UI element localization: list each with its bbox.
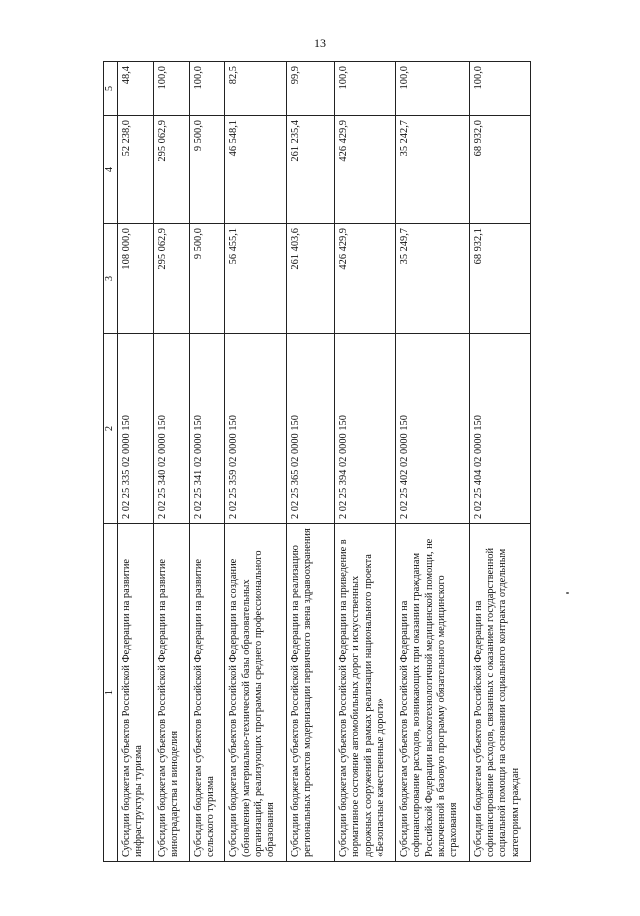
table-header-row (104, 62, 118, 862)
row-name: Субсидии бюджетам субъектов Российской Федерации на софинансирование расходов, связанных с оказанием государственной социальной помощи на основании социального контракта отдельным категориям граждан (469, 524, 530, 862)
page-number: 13 (314, 36, 326, 50)
row-col5: 100,0 (153, 62, 189, 116)
row-col3: 426 429,9 (334, 224, 395, 334)
row-col4: 261 235,4 (286, 116, 334, 224)
row-name: Субсидии бюджетам субъектов Российской Федерации на развитие сельского туризма (189, 524, 225, 862)
row-col3: 68 932,1 (469, 224, 530, 334)
row-name: Субсидии бюджетам субъектов Российской Федерации на софинансирование расходов, возникающих при оказании гражданам Российской Федерации высокотехнологичной медицинской помощи, не включенной в базовую программу обязательного медицинского страхования (396, 524, 470, 862)
table-row (396, 62, 470, 862)
row-code: 2 02 25 404 02 0000 150 (469, 334, 530, 524)
row-code: 2 02 25 341 02 0000 150 (189, 334, 225, 524)
header-cell: 5 (104, 62, 118, 116)
row-col5: 100,0 (469, 62, 530, 116)
row-name: Субсидии бюджетам субъектов Российской Федерации на развитие инфраструктуры туризма (117, 524, 153, 862)
row-code: 2 02 25 359 02 0000 150 (225, 334, 286, 524)
row-col5: 100,0 (396, 62, 470, 116)
row-col3: 108 000,0 (117, 224, 153, 334)
rotated-table-container (103, 62, 531, 862)
row-col4: 426 429,9 (334, 116, 395, 224)
row-col5: 48,4 (117, 62, 153, 116)
row-code: 2 02 25 402 02 0000 150 (396, 334, 470, 524)
scan-speck (566, 592, 569, 594)
row-col4: 9 500,0 (189, 116, 225, 224)
row-col5: 100,0 (189, 62, 225, 116)
row-code: 2 02 25 335 02 0000 150 (117, 334, 153, 524)
header-cell: 3 (104, 224, 118, 334)
row-code: 2 02 25 394 02 0000 150 (334, 334, 395, 524)
budget-table (103, 61, 531, 862)
row-name: Субсидии бюджетам субъектов Российской Федерации на реализацию региональных проектов модернизации первичного звена здравоохранения (286, 524, 334, 862)
row-code: 2 02 25 340 02 0000 150 (153, 334, 189, 524)
row-col3: 9 500,0 (189, 224, 225, 334)
table-row (153, 62, 189, 862)
row-col4: 68 932,0 (469, 116, 530, 224)
table-row (189, 62, 225, 862)
row-col3: 261 403,6 (286, 224, 334, 334)
header-cell: 1 (104, 524, 118, 862)
table-row (286, 62, 334, 862)
row-name: Субсидии бюджетам субъектов Российской Федерации на развитие виноградарства и виноделия (153, 524, 189, 862)
row-col5: 100,0 (334, 62, 395, 116)
row-col4: 295 062,9 (153, 116, 189, 224)
row-name: Субсидии бюджетам субъектов Российской Федерации на приведение в нормативное состояние автомобильных дорог и искусственных дорожных сооружений в рамках реализации национального проекта «Безопасные качественные дороги» (334, 524, 395, 862)
row-code: 2 02 25 365 02 0000 150 (286, 334, 334, 524)
row-col5: 99,9 (286, 62, 334, 116)
header-cell: 4 (104, 116, 118, 224)
row-col4: 35 242,7 (396, 116, 470, 224)
row-col3: 295 062,9 (153, 224, 189, 334)
row-col4: 52 238,0 (117, 116, 153, 224)
header-cell: 2 (104, 334, 118, 524)
table-row (469, 62, 530, 862)
row-col3: 35 249,7 (396, 224, 470, 334)
table-row (225, 62, 286, 862)
table-row (117, 62, 153, 862)
row-col5: 82,5 (225, 62, 286, 116)
row-name: Субсидии бюджетам субъектов Российской Федерации на создание (обновление) материально-технической базы образовательных организаций, реализующих программы среднего профессионального образования (225, 524, 286, 862)
table-row (334, 62, 395, 862)
row-col3: 56 455,1 (225, 224, 286, 334)
row-col4: 46 548,1 (225, 116, 286, 224)
